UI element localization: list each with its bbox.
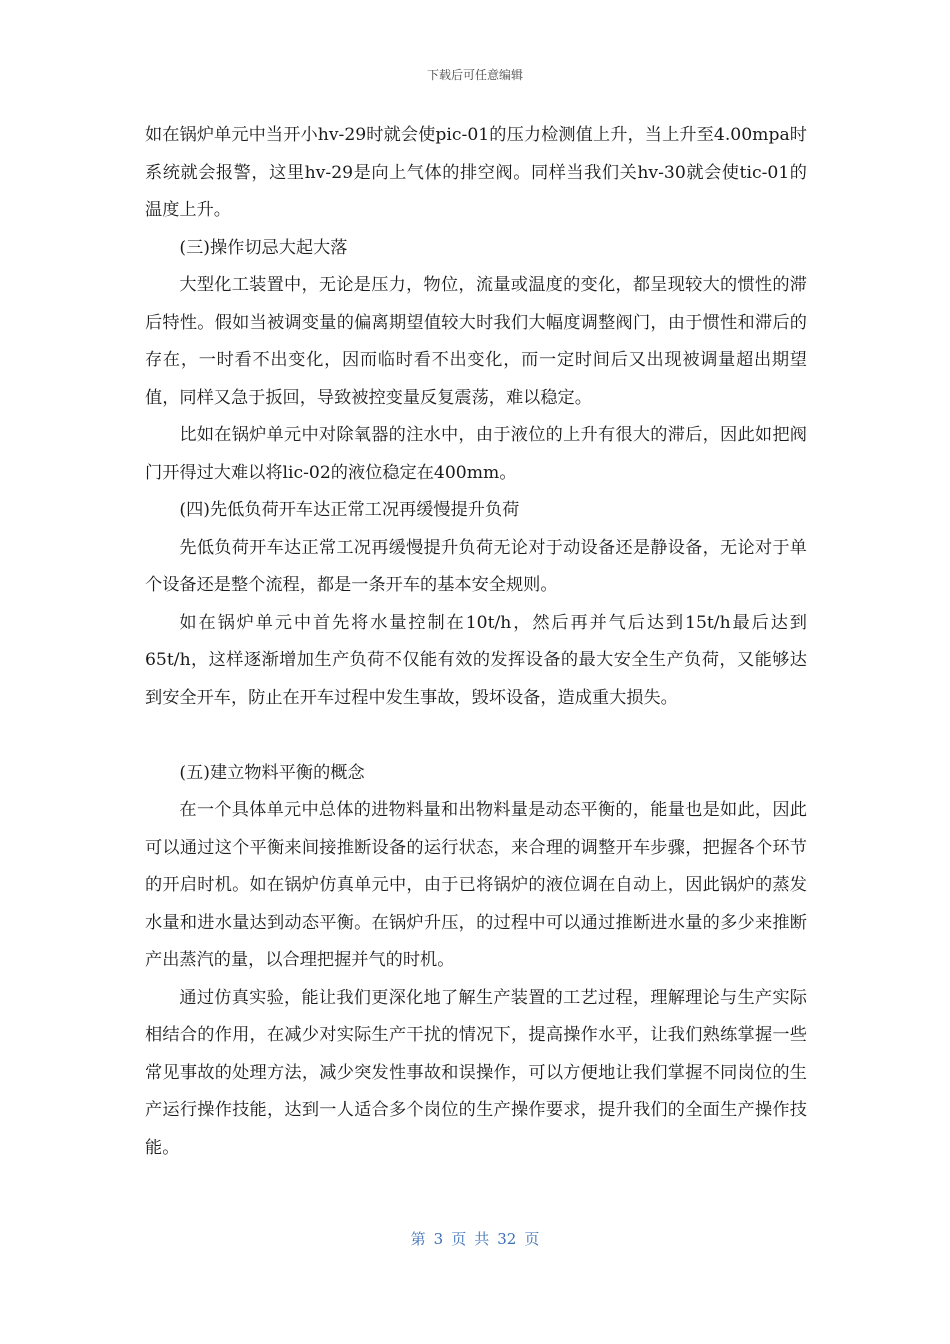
- paragraph-deaerator: 比如在锅炉单元中对除氧器的注水中，由于液位的上升有很大的滞后，因此如把阀门开得过大难以将lic-02的液位稳定在400mm。: [145, 425, 807, 483]
- paragraph-hv-example: 如在锅炉单元中当开小hv-29时就会使pic-01的压力检测值上升，当上升至4.00mpa时系统就会报警，这里hv-29是向上气体的排空阀。同样当我们关hv-30就会使tic-01的温度上升。: [145, 125, 807, 220]
- paragraph-conclusion: 通过仿真实验，能让我们更深化地了解生产装置的工艺过程，理解理论与生产实际相结合的作用，在减少对实际生产干扰的情况下，提高操作水平，让我们熟练掌握一些常见事故的处理方法，减少突发性事故和误操作，可以方便地让我们掌握不同岗位的生产运行操作技能，达到一人适合多个岗位的生产操作要求，提升我们的全面生产操作技能。: [145, 987, 807, 1158]
- document-body: [145, 117, 807, 1167]
- section-heading-4: (四)先低负荷开车达正常工况再缓慢提升负荷: [179, 500, 520, 520]
- footer-total-pages: 32: [497, 1230, 517, 1248]
- page-header: 下载后可任意编辑: [426, 68, 523, 82]
- footer-di: 第: [410, 1230, 426, 1248]
- section-heading-3: (三)操作切忌大起大落: [179, 237, 348, 258]
- footer-ye2: 页: [524, 1230, 540, 1248]
- footer-gong: 共: [474, 1230, 490, 1248]
- paragraph-water-control: 如在锅炉单元中首先将水量控制在10t/h，然后再并气后达到15t/h最后达到65t/h，这样逐渐增加生产负荷不仅能有效的发挥设备的最大安全生产负荷，又能够达到安全开车，防止在开车过程中发生事故，毁坏设备，造成重大损失。: [145, 612, 807, 708]
- footer-page-number: 3: [433, 1230, 444, 1248]
- section-heading-5: (五)建立物料平衡的概念: [179, 762, 365, 783]
- paragraph-low-load: 先低负荷开车达正常工况再缓慢提升负荷无论对于动设备还是静设备，无论对于单个设备还是整个流程，都是一条开车的基本安全规则。: [145, 537, 807, 595]
- footer-ye: 页: [451, 1230, 467, 1248]
- paragraph-material-balance: 在一个具体单元中总体的进物料量和出物料量是动态平衡的，能量也是如此，因此可以通过这个平衡来间接推断设备的运行状态，来合理的调整开车步骤，把握各个环节的开启时机。如在锅炉仿真单元中，由于已将锅炉的液位调在自动上，因此锅炉的蒸发水量和进水量达到动态平衡。在锅炉升压，的过程中可以通过推断进水量的多少来推断产出蒸汽的量，以合理把握并气的时机。: [145, 800, 807, 970]
- page-footer: [0, 1228, 950, 1249]
- paragraph-inertia: 大型化工装置中，无论是压力，物位，流量或温度的变化，都呈现较大的惯性的滞后特性。假如当被调变量的偏离期望值较大时我们大幅度调整阀门，由于惯性和滞后的存在，一时看不出变化，因而临时看不出变化，而一定时间后又出现被调量超出期望值，同样又急于扳回，导致被控变量反复震荡，难以稳定。: [145, 275, 807, 408]
